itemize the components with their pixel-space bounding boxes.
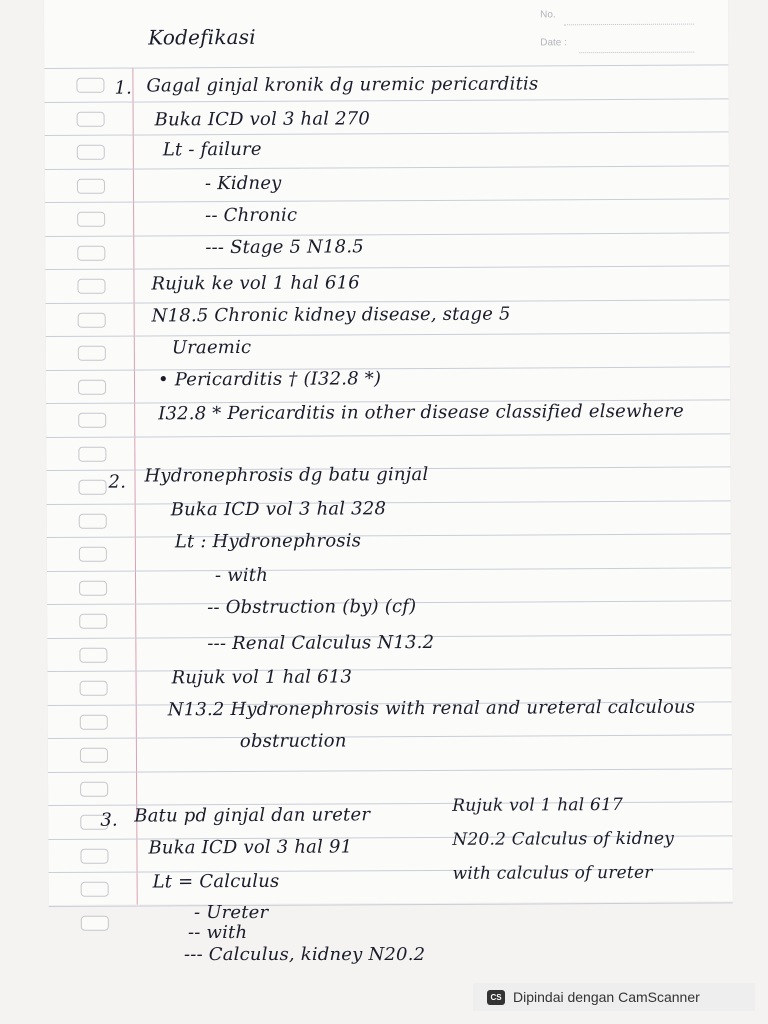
- ruled-line: [46, 332, 730, 337]
- note-line: N20.2 Calculus of kidney: [452, 828, 675, 850]
- note-line: - Kidney: [204, 172, 282, 195]
- binder-hole: [76, 78, 104, 93]
- binder-hole: [80, 748, 108, 763]
- note-line: Rujuk ke vol 1 hal 616: [151, 272, 360, 295]
- note-line: --- Stage 5 N18.5: [205, 236, 364, 259]
- binder-hole: [80, 714, 108, 729]
- note-line: Buka ICD vol 3 hal 91: [148, 836, 353, 859]
- item-number-1: 1.: [114, 77, 133, 99]
- ruled-line: [48, 768, 732, 773]
- ruled-line: [49, 902, 733, 907]
- binder-hole: [79, 614, 107, 629]
- note-line: N18.5 Chronic kidney disease, stage 5: [151, 303, 511, 327]
- note-line: --- Renal Calculus N13.2: [207, 631, 435, 655]
- ruled-line: [45, 232, 729, 237]
- binder-hole: [81, 915, 109, 930]
- no-line: [564, 24, 694, 27]
- camscanner-logo-icon: CS: [487, 990, 505, 1005]
- ruled-line: [46, 366, 730, 371]
- note-line: Buka ICD vol 3 hal 270: [154, 108, 371, 131]
- diagnosis-1: Gagal ginjal kronik dg uremic pericarditis: [146, 73, 539, 97]
- camscanner-text: Dipindai dengan CamScanner: [513, 989, 700, 1005]
- binder-hole: [77, 111, 105, 126]
- ruled-line: [47, 567, 731, 572]
- binder-hole: [79, 580, 107, 595]
- ruled-line: [47, 500, 731, 505]
- binder-hole: [77, 212, 105, 227]
- binder-hole: [81, 882, 109, 897]
- note-line: -- Chronic: [205, 204, 298, 227]
- note-line: with calculus of ureter: [452, 862, 653, 884]
- binder-hole: [80, 681, 108, 696]
- ruled-line: [44, 64, 728, 69]
- binder-hole: [78, 312, 106, 327]
- binder-hole: [79, 547, 107, 562]
- note-line: -- with: [188, 922, 248, 943]
- ruled-line: [48, 667, 732, 672]
- note-line: obstruction: [239, 730, 347, 752]
- camscanner-badge: [473, 983, 755, 1011]
- note-line: Uraemic: [171, 336, 252, 359]
- note-line: -- Obstruction (by) (cf): [207, 596, 417, 619]
- binder-hole: [78, 379, 106, 394]
- binder-hole: [78, 413, 106, 428]
- ruled-line: [46, 433, 730, 438]
- binder-hole: [80, 781, 108, 796]
- page-title: Kodefikasi: [148, 24, 256, 50]
- note-line: • Pericarditis † (I32.8 *): [157, 368, 382, 391]
- diagnosis-3: Batu pd ginjal dan ureter: [134, 804, 371, 827]
- note-line: Rujuk vol 1 hal 613: [171, 666, 353, 689]
- note-line: I32.8 * Pericarditis in other disease classified elsewhere: [158, 400, 684, 425]
- ruled-line: [45, 198, 729, 203]
- date-line: [579, 52, 694, 55]
- binder-hole: [77, 279, 105, 294]
- note-line: Lt : Hydronephrosis: [174, 530, 362, 553]
- binder-hole: [79, 647, 107, 662]
- binder-hole: [77, 145, 105, 160]
- diagnosis-2: Hydronephrosis dg batu ginjal: [144, 463, 429, 487]
- ruled-line: [48, 734, 732, 739]
- note-line: - Ureter: [194, 902, 269, 923]
- binder-hole: [78, 346, 106, 361]
- notebook-page: [44, 0, 733, 905]
- margin-line: [132, 68, 137, 905]
- binder-hole: [77, 245, 105, 260]
- note-line: - with: [214, 564, 269, 587]
- item-number-3: 3.: [100, 809, 118, 831]
- binder-hole: [80, 848, 108, 863]
- note-line: Lt - failure: [162, 138, 262, 161]
- note-line: --- Calculus, kidney N20.2: [184, 944, 426, 965]
- note-line: Rujuk vol 1 hal 617: [452, 794, 624, 816]
- ruled-line: [45, 165, 729, 170]
- date-label: Date :: [540, 37, 567, 49]
- note-line: Lt = Calculus: [152, 870, 280, 893]
- binder-hole: [79, 480, 107, 495]
- ruled-line: [45, 131, 729, 136]
- no-label: No.: [540, 9, 556, 21]
- binder-hole: [77, 178, 105, 193]
- note-line: N13.2 Hydronephrosis with renal and ureteral calculous: [167, 696, 696, 721]
- item-number-2: 2.: [108, 471, 127, 493]
- ruled-line: [45, 98, 729, 103]
- ruled-line: [45, 265, 729, 270]
- ruled-line: [46, 299, 730, 304]
- note-line: Buka ICD vol 3 hal 328: [170, 498, 387, 521]
- binder-hole: [78, 446, 106, 461]
- ruled-line: [47, 533, 731, 538]
- binder-hole: [79, 513, 107, 528]
